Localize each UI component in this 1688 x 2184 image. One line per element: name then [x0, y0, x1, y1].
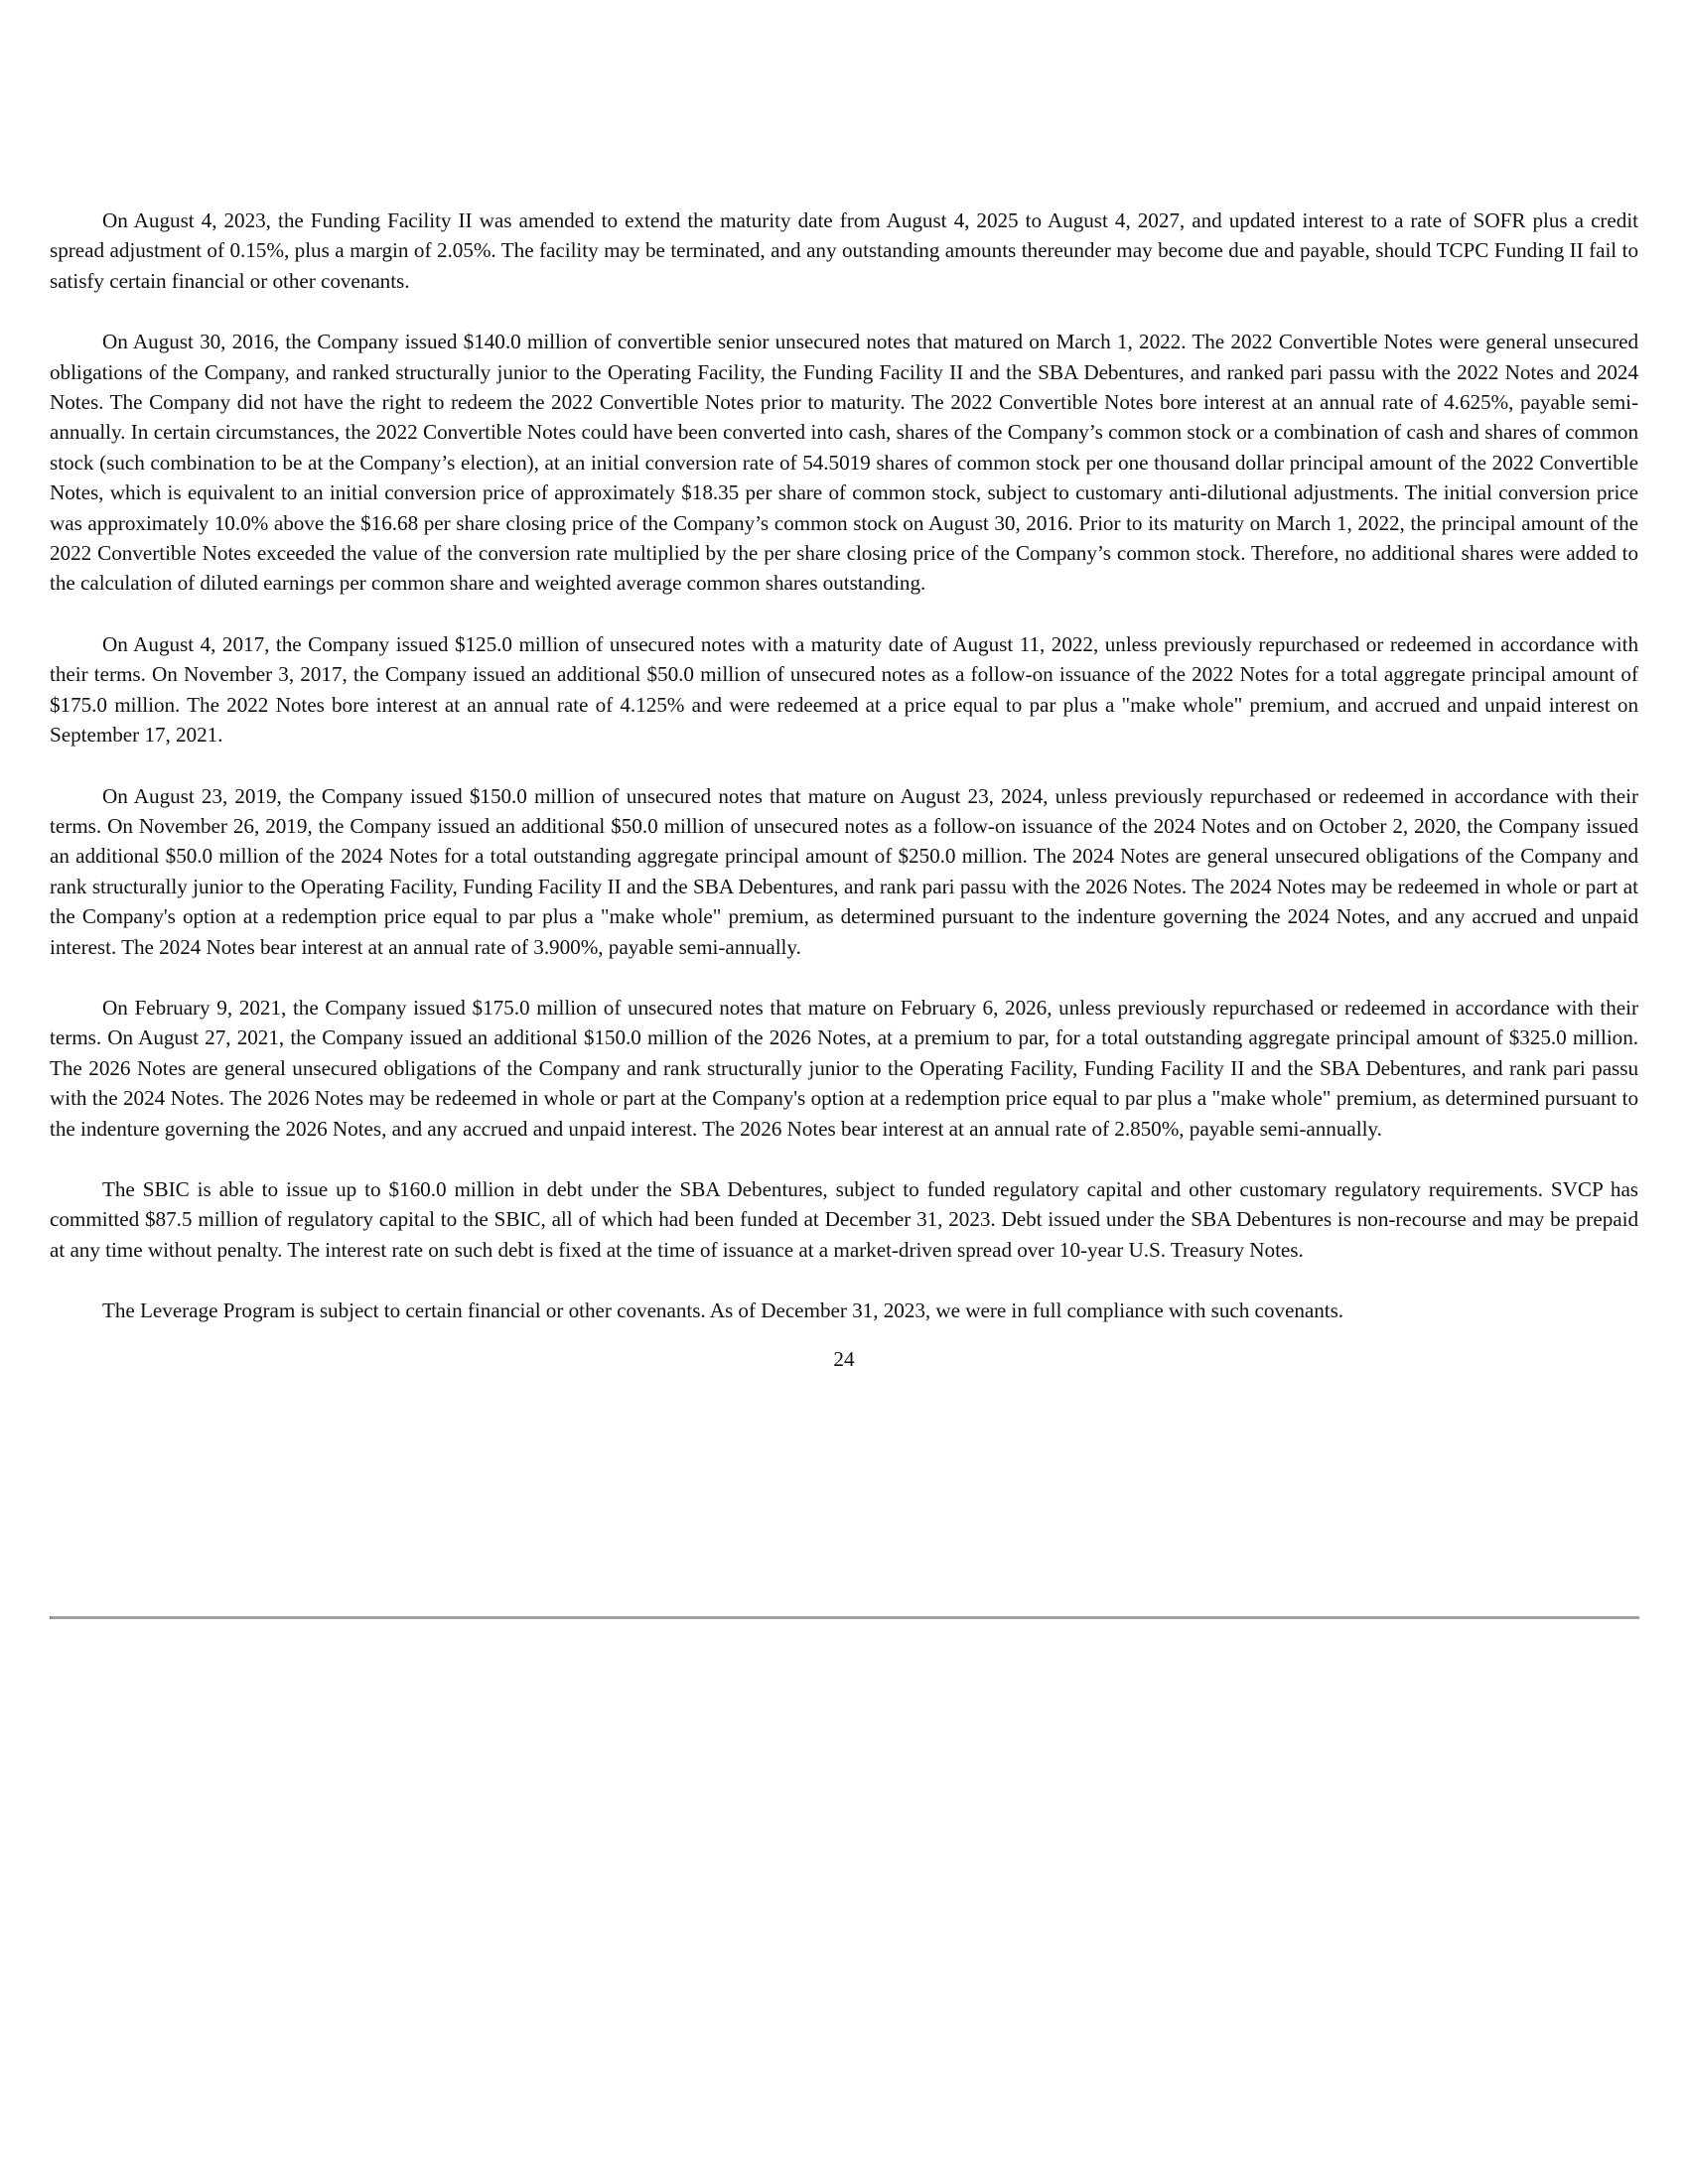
paragraph-2022-notes: On August 4, 2017, the Company issued $125.0 million of unsecured notes with a maturity date of August 11, 2022, unless previously repurchased or redeemed in accordance with their terms. On November 3, 2017, the Company issued an additional $50.0 million of unsecured notes as a follow-on issuance of the 2022 Notes for a total aggregate principal amount of $175.0 million. The 2022 Notes bore interest at an annual rate of 4.125% and were redeemed at a price equal to par plus a "make whole" premium, and accrued and unpaid interest on September 17, 2021.: [50, 631, 1638, 748]
page-divider: [50, 1616, 1639, 1619]
paragraph-2026-notes: On February 9, 2021, the Company issued $175.0 million of unsecured notes that mature on February 6, 2026, unless previously repurchased or redeemed in accordance with their terms. On August 27, 2021, the Company issued an additional $150.0 million of the 2026 Notes, at a premium to par, for a total outstanding aggregate principal amount of $325.0 million. The 2026 Notes are general unsecured obligations of the Company and rank structurally junior to the Operating Facility, Funding Facility II and the SBA Debentures, and rank pari passu with the 2024 Notes. The 2026 Notes may be redeemed in whole or part at the Company's option at a redemption price equal to par plus a "make whole" premium, as determined pursuant to the indenture governing the 2026 Notes, and any accrued and unpaid interest. The 2026 Notes bear interest at an annual rate of 2.850%, payable semi-annually.: [50, 995, 1638, 1141]
paragraph-leverage-program-covenants: The Leverage Program is subject to certain financial or other covenants. As of December 31, 2023, we were in full compliance with such covenants.: [102, 1298, 1344, 1323]
paragraph-funding-facility-ii-amendment: On August 4, 2023, the Funding Facility II was amended to extend the maturity date from August 4, 2025 to August 4, 2027, and updated interest to a rate of SOFR plus a credit spread adjustment of 0.15%, plus a margin of 2.05%. The facility may be terminated, and any outstanding amounts thereunder may become due and payable, should TCPC Funding II fail to satisfy certain financial or other covenants.: [50, 208, 1638, 293]
document-page: [50, 205, 1638, 1374]
paragraph-2024-notes: On August 23, 2019, the Company issued $150.0 million of unsecured notes that mature on August 23, 2024, unless previously repurchased or redeemed in accordance with their terms. On November 26, 2019, the Company issued an additional $50.0 million of unsecured notes as a follow-on issuance of the 2024 Notes and on October 2, 2020, the Company issued an additional $50.0 million of the 2024 Notes for a total outstanding aggregate principal amount of $250.0 million. The 2024 Notes are general unsecured obligations of the Company and rank structurally junior to the Operating Facility, Funding Facility II and the SBA Debentures, and rank pari passu with the 2026 Notes. The 2024 Notes may be redeemed in whole or part at the Company's option at a redemption price equal to par plus a "make whole" premium, as determined pursuant to the indenture governing the 2024 Notes, and any accrued and unpaid interest. The 2024 Notes bear interest at an annual rate of 3.900%, payable semi-annually.: [50, 783, 1638, 959]
paragraph-sba-debentures: The SBIC is able to issue up to $160.0 million in debt under the SBA Debentures, subject to funded regulatory capital and other customary regulatory requirements. SVCP has committed $87.5 million of regulatory capital to the SBIC, all of which had been funded at December 31, 2023. Debt issued under the SBA Debentures is non-recourse and may be prepaid at any time without penalty. The interest rate on such debt is fixed at the time of issuance at a market-driven spread over 10-year U.S. Treasury Notes.: [50, 1176, 1638, 1262]
page-number: 24: [833, 1346, 855, 1371]
paragraph-2022-convertible-notes: On August 30, 2016, the Company issued $140.0 million of convertible senior unsecured notes that matured on March 1, 2022. The 2022 Convertible Notes were general unsecured obligations of the Company, and ranked structurally junior to the Operating Facility, the Funding Facility II and the SBA Debentures, and ranked pari passu with the 2022 Notes and 2024 Notes. The Company did not have the right to redeem the 2022 Convertible Notes prior to maturity. The 2022 Convertible Notes bore interest at an annual rate of 4.625%, payable semi-annually. In certain circumstances, the 2022 Convertible Notes could have been converted into cash, shares of the Company’s common stock or a combination of cash and shares of common stock (such combination to be at the Company’s election), at an initial conversion rate of 54.5019 shares of common stock per one thousand dollar principal amount of the 2022 Convertible Notes, which is equivalent to an initial conversion price of approximately $18.35 per share of common stock, subject to customary anti-dilutional adjustments. The initial conversion price was approximately 10.0% above the $16.68 per share closing price of the Company’s common stock on August 30, 2016. Prior to its maturity on March 1, 2022, the principal amount of the 2022 Convertible Notes exceeded the value of the conversion rate multiplied by the per share closing price of the Company’s common stock. Therefore, no additional shares were added to the calculation of diluted earnings per common share and weighted average common shares outstanding.: [50, 330, 1638, 596]
